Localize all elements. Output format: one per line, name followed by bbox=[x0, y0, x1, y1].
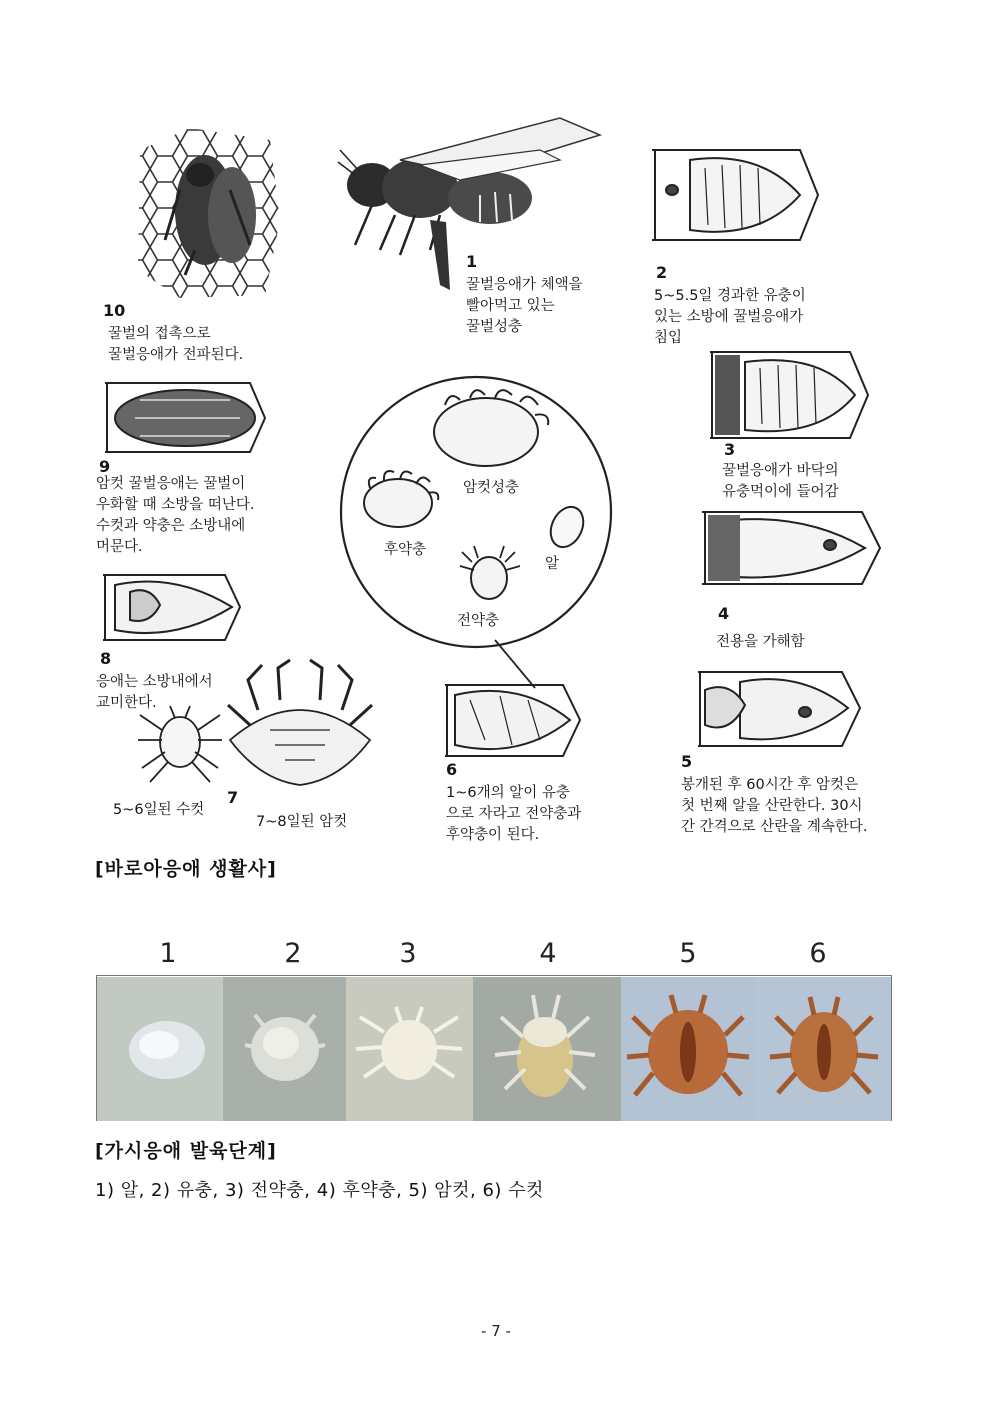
figure-title: [가시응애 발육단계] bbox=[95, 1140, 277, 1162]
caption-line: 1~6개의 알이 유충 bbox=[446, 785, 570, 801]
step-caption bbox=[466, 275, 583, 338]
figure-title: [바로아응애 생활사] bbox=[95, 858, 277, 880]
caption-line: 꿀벌응애가 체액을 bbox=[466, 277, 583, 293]
caption-line: 유충먹이에 들어감 bbox=[722, 484, 839, 500]
brood-cell-8-drawing bbox=[103, 575, 240, 640]
photo-adult-female bbox=[621, 977, 757, 1121]
male-mite-caption: 5~6일된 수컷 bbox=[113, 802, 205, 818]
brood-cell-3-drawing bbox=[710, 352, 868, 438]
brood-cell-5-drawing bbox=[698, 672, 860, 746]
step-number: 3 bbox=[724, 440, 736, 459]
photo-number: 4 bbox=[539, 938, 557, 969]
caption-line: 응애는 소방내에서 bbox=[96, 674, 213, 690]
caption-line: 봉개된 후 60시간 후 암컷은 bbox=[681, 777, 858, 793]
protonymph-label: 전약충 bbox=[457, 613, 500, 629]
step-caption bbox=[722, 461, 839, 503]
step-number: 8 bbox=[100, 649, 112, 668]
caption-line: 침입 bbox=[654, 330, 683, 346]
photo-number: 1 bbox=[159, 938, 177, 969]
step-number: 9 bbox=[99, 457, 111, 476]
photo-larva bbox=[223, 977, 347, 1121]
step-caption bbox=[108, 324, 243, 366]
deutonymph-label: 후약충 bbox=[384, 542, 427, 558]
caption-line: 암컷 꿀벌응애는 꿀벌이 bbox=[96, 476, 246, 492]
caption-line: 전용을 가해함 bbox=[716, 634, 805, 650]
step-caption bbox=[96, 672, 213, 714]
egg-label: 알 bbox=[545, 556, 560, 572]
female-mite-drawing bbox=[228, 660, 372, 785]
brood-cell-2-drawing bbox=[652, 150, 818, 240]
step-number: 10 bbox=[103, 301, 126, 320]
caption-line: 우화할 때 소방을 떠난다. bbox=[96, 497, 255, 513]
caption-line: 꿀벌의 접촉으로 bbox=[108, 326, 211, 342]
caption-line: 교미한다. bbox=[96, 695, 157, 711]
photo-adult-male bbox=[756, 977, 891, 1121]
female-mite-caption: 7~8일된 암컷 bbox=[256, 814, 348, 830]
step-caption bbox=[446, 783, 581, 846]
photo-deutonymph bbox=[473, 977, 622, 1121]
caption-line: 간 간격으로 산란을 계속한다. bbox=[681, 819, 868, 835]
photo-egg bbox=[97, 977, 224, 1121]
step-caption bbox=[681, 775, 868, 838]
photo-protonymph bbox=[346, 977, 474, 1121]
step-number: 4 bbox=[718, 604, 730, 623]
page-number: - 7 - bbox=[481, 1322, 511, 1340]
caption-line: 후약충이 된다. bbox=[446, 827, 540, 843]
caption-line: 있는 소방에 꿀벌응애가 bbox=[654, 309, 804, 325]
figure-legend: 1) 알, 2) 유충, 3) 전약충, 4) 후약충, 5) 암컷, 6) 수컷 bbox=[95, 1180, 544, 1201]
step-caption bbox=[654, 286, 806, 349]
honeycomb-bees-drawing bbox=[138, 128, 280, 298]
adult-female-label: 암컷성충 bbox=[463, 480, 520, 496]
step-number: 6 bbox=[446, 760, 458, 779]
step-caption bbox=[716, 632, 805, 653]
stage-circle-drawing bbox=[341, 377, 611, 688]
caption-line: 꿀벌응애가 바닥의 bbox=[722, 463, 839, 479]
caption-line: 머문다. bbox=[96, 539, 143, 555]
step-number: 7 bbox=[227, 788, 239, 807]
male-mite-drawing bbox=[138, 706, 222, 782]
caption-line: 첫 번째 알을 산란한다. 30시 bbox=[681, 798, 863, 814]
caption-line: 으로 자라고 전약충과 bbox=[446, 806, 582, 822]
brood-cell-9-drawing bbox=[105, 383, 265, 452]
caption-line: 5~5.5일 경과한 유충이 bbox=[654, 288, 806, 304]
step-caption bbox=[96, 474, 255, 558]
caption-line: 꿀벌성충 bbox=[466, 319, 523, 335]
step-number: 2 bbox=[656, 263, 668, 282]
caption-line: 빨아먹고 있는 bbox=[466, 298, 555, 314]
photo-number: 2 bbox=[284, 938, 302, 969]
photo-number: 6 bbox=[809, 938, 827, 969]
caption-line: 수컷과 약충은 소방내에 bbox=[96, 518, 246, 534]
brood-cell-4-drawing bbox=[702, 512, 880, 584]
caption-line: 꿀벌응애가 전파된다. bbox=[108, 347, 244, 363]
step-number: 5 bbox=[681, 752, 693, 771]
photo-number: 5 bbox=[679, 938, 697, 969]
photo-number: 3 bbox=[399, 938, 417, 969]
step-number: 1 bbox=[466, 252, 478, 271]
brood-cell-6-drawing bbox=[445, 685, 580, 756]
